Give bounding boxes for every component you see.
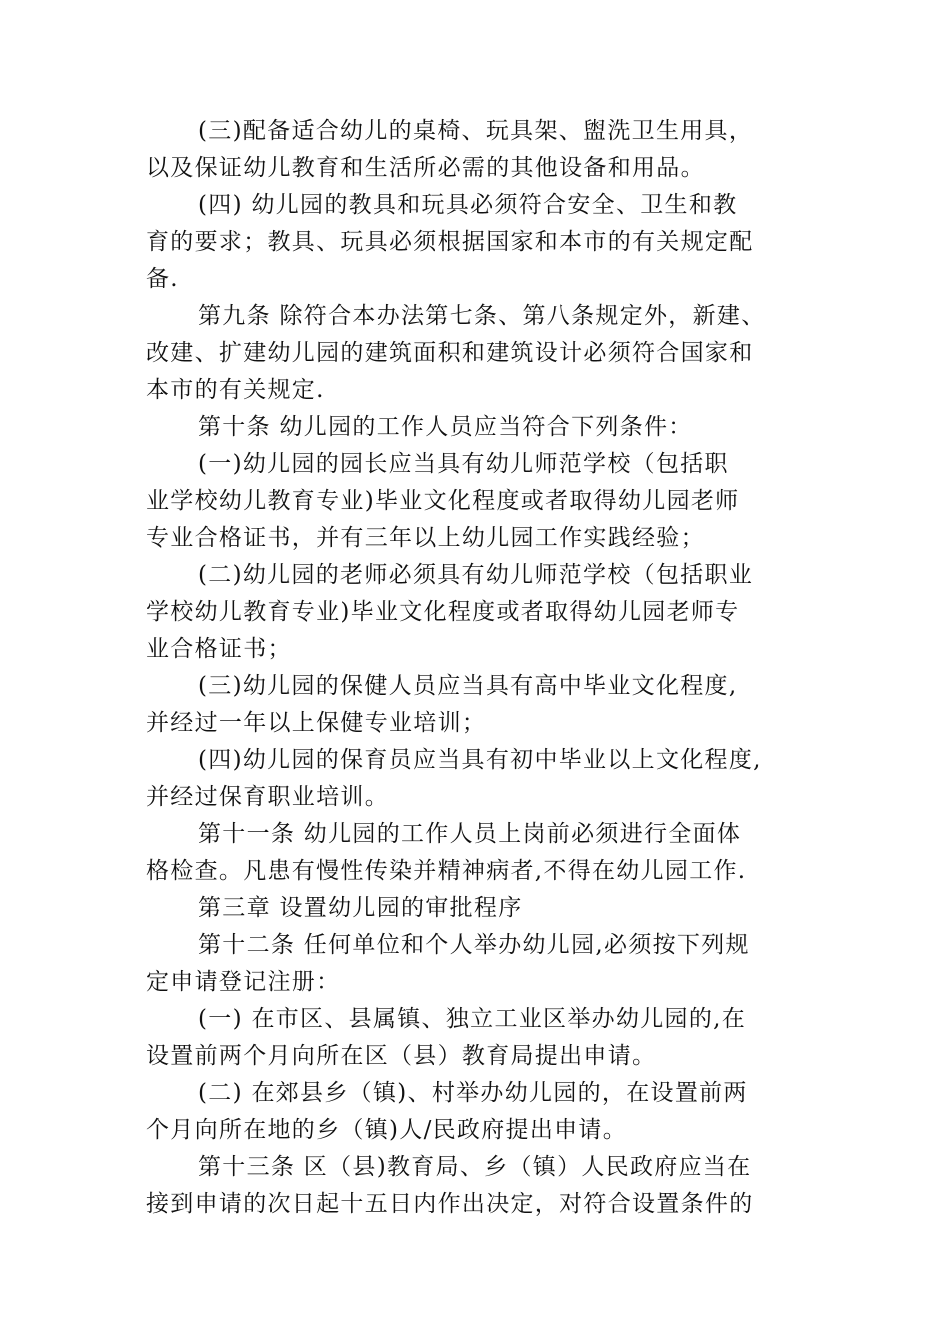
text-line: 第九条 除符合本办法第七条、第八条规定外，新建、 (198, 303, 766, 329)
text-line: (三)配备适合幼儿的桌椅、玩具架、盥洗卫生用具， (198, 118, 754, 144)
text-line: 定申请登记注册： (146, 969, 341, 995)
text-line: 学校幼儿教育专业)毕业文化程度或者取得幼儿园老师专 (146, 599, 740, 625)
text-line: 第十一条 幼儿园的工作人员上岗前必须进行全面体 (198, 821, 742, 847)
text-line: 第十二条 任何单位和个人举办幼儿园,必须按下列规 (198, 932, 750, 958)
text-line: 第十条 幼儿园的工作人员应当符合下列条件： (198, 414, 693, 440)
text-line: (一) 在市区、县属镇、独立工业区举办幼儿园的,在 (198, 1006, 747, 1032)
text-line: (二)幼儿园的老师必须具有幼儿师范学校（包括职业 (198, 562, 754, 588)
text-line: 业学校幼儿教育专业)毕业文化程度或者取得幼儿园老师 (146, 488, 740, 514)
text-line: 并经过保育职业培训。 (146, 784, 389, 810)
text-line: 以及保证幼儿教育和生活所必需的其他设备和用品。 (146, 155, 705, 181)
text-line: 专业合格证书，并有三年以上幼儿园工作实践经验； (146, 525, 705, 551)
text-line: (四)幼儿园的保育员应当具有初中毕业以上文化程度, (198, 747, 762, 773)
text-line: 业合格证书； (146, 636, 292, 662)
text-line: 备. (146, 266, 179, 292)
document-body (146, 113, 806, 1223)
text-line: 设置前两个月向所在区（县）教育局提出申请。 (146, 1043, 657, 1069)
text-line: 并经过一年以上保健专业培训； (146, 710, 487, 736)
text-line: 改建、扩建幼儿园的建筑面积和建筑设计必须符合国家和 (146, 340, 754, 366)
text-line: 第十三条 区（县)教育局、乡（镇）人民政府应当在 (198, 1154, 752, 1180)
text-line: 本市的有关规定. (146, 377, 325, 403)
text-line: 个月向所在地的乡（镇)人/民政府提出申请。 (146, 1117, 628, 1143)
text-line: 格检查。凡患有慢性传染并精神病者,不得在幼儿园工作. (146, 858, 747, 884)
text-line: 第三章 设置幼儿园的审批程序 (198, 895, 523, 921)
text-line: 育的要求；教具、玩具必须根据国家和本市的有关规定配 (146, 229, 754, 255)
text-line: 接到申请的次日起十五日内作出决定，对符合设置条件的 (146, 1191, 754, 1217)
text-line: (二) 在郊县乡（镇)、村举办幼儿园的，在设置前两 (198, 1080, 748, 1106)
text-line: (一)幼儿园的园长应当具有幼儿师范学校（包括职 (198, 451, 729, 477)
text-line: (四) 幼儿园的教具和玩具必须符合安全、卫生和教 (198, 192, 738, 218)
text-line: (三)幼儿园的保健人员应当具有高中毕业文化程度, (198, 673, 738, 699)
